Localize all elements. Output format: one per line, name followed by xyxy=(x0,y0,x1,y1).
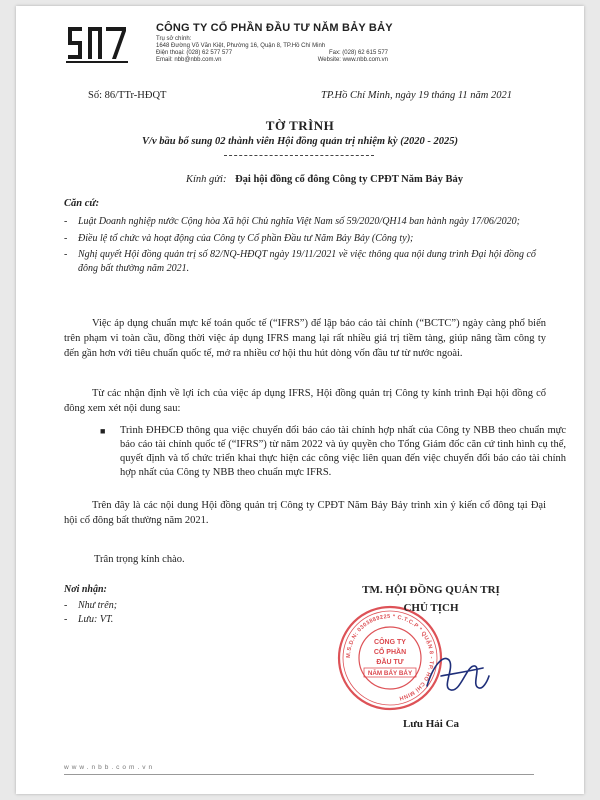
body-paragraph-request: Từ các nhận định về lợi ích của việc áp dụng IFRS, Hội đồng quản trị Công ty kính trình Đại hội đồng cổ đông xem xét nội dung sau: xyxy=(64,388,546,414)
body-paragraph-summary: Trên đây là các nội dung Hội đồng quản trị Công ty CPĐT Năm Bảy Bảy trình xin ý kiến cổ đông tại Đại hội cổ đông bất thường năm 2021. xyxy=(64,500,546,526)
document-number: Số: 86/TTr-HĐQT xyxy=(88,90,167,101)
footer-divider xyxy=(64,774,534,775)
closing-greeting: Trân trọng kính chào. xyxy=(94,554,185,565)
signature-organization: TM. HỘI ĐỒNG QUẢN TRỊ xyxy=(362,584,500,596)
headquarters-label: Trụ sở chính: xyxy=(156,36,192,42)
signer-name: Lưu Hải Ca xyxy=(402,718,460,730)
recipients-list xyxy=(64,599,117,627)
legal-basis-text: Điều lệ tổ chức và hoạt động của Công ty Cổ phần Đầu tư Năm Bảy Bảy (Công ty); xyxy=(78,232,414,244)
recipient-item-text: Như trên; xyxy=(78,600,118,611)
legal-basis-item xyxy=(64,232,544,246)
contact-row-email-website xyxy=(156,57,388,63)
body-paragraph-ifrs: Việc áp dụng chuẩn mực kế toán quốc tế (“IFRS”) để lập báo cáo tài chính (“BCTC”) ngày càng phổ biến trên phạm vi toàn cầu, đồng thời việc áp dụng IFRS mang lại rất nhiều giá trị tiềm tàng, giúp nâng tầm công ty đến gần hơn với tiêu chuẩn quốc tế, mở ra nhiều cơ hội thu hút dòng vốn đầu tư từ nước ngoài. xyxy=(64,318,546,359)
legal-basis-heading: Căn cứ: xyxy=(64,198,100,209)
recipient-item xyxy=(64,613,117,627)
seal-line: CỔ PHẦN xyxy=(373,649,407,656)
email-address: Email: nbb@nbb.com.vn xyxy=(156,57,222,63)
signature-title: CHỦ TỊCH xyxy=(403,602,459,614)
list-dash: - xyxy=(64,614,68,625)
legal-basis-item xyxy=(64,215,544,229)
recipient-name: Đại hội đồng cổ đông Công ty CPĐT Năm Bảy Bảy xyxy=(235,174,463,185)
phone-number: Điện thoại: (028) 62 577 577 xyxy=(156,50,233,56)
document-subtitle: V/v bầu bổ sung 02 thành viên Hội đồng quản trị nhiệm kỳ (2020 - 2025) xyxy=(142,136,458,147)
seal-line: CÔNG TY xyxy=(374,639,406,646)
legal-basis-text: Luật Doanh nghiệp nước Cộng hòa Xã hội Chủ nghĩa Việt Nam số 59/2020/QH14 ban hành ngày 17/06/2020; xyxy=(78,216,520,227)
list-dash: - xyxy=(64,232,68,244)
recipient-line xyxy=(186,174,463,185)
document-title: TỜ TRÌNH xyxy=(265,118,335,133)
title-divider xyxy=(224,155,374,156)
contact-row-phone-fax xyxy=(156,50,388,56)
website-address: Website: www.nbb.com.vn xyxy=(317,57,388,63)
seal-ring-text: M.S.D.N: 0303889225 * C.T.C.P * QUẬN 8 - TP. HỒ CHÍ MINH xyxy=(345,613,435,701)
square-bullet-icon: ■ xyxy=(100,426,106,436)
seal-line: ĐẦU TƯ xyxy=(376,659,404,666)
footer-website: www.nbb.com.vn xyxy=(64,764,163,771)
recipients-heading: Nơi nhận: xyxy=(64,584,107,595)
company-name: CÔNG TY CỔ PHẦN ĐẦU TƯ NĂM BẢY BẢY xyxy=(156,22,393,34)
recipient-item-text: Lưu: VT. xyxy=(78,614,114,625)
recipient-label: Kính gửi: xyxy=(186,174,227,185)
place-and-date: TP.Hồ Chí Minh, ngày 19 tháng 11 năm 2021 xyxy=(321,90,512,101)
legal-basis-item xyxy=(64,248,544,275)
headquarters-address: 1648 Đường Võ Văn Kiệt, Phường 16, Quận 8, TP.Hồ Chí Minh xyxy=(156,43,326,49)
legal-basis-list xyxy=(64,215,544,278)
proposal-text: Trình ĐHĐCĐ thông qua việc chuyển đổi báo cáo tài chính hợp nhất của Công ty NBB theo chuẩn mực báo cáo tài chính quốc tế (“IFRS”) từ năm 2022 và ủy quyền cho Tổng Giám đốc căn cứ tình hình cụ thể, quyết định và tổ chức triển khai thực hiện các công việc liên quan đến việc chuyển đổi báo cáo tài chính hợp nhất của Công ty NBB theo chuẩn mực IFRS. xyxy=(120,425,566,478)
list-dash: - xyxy=(64,249,68,260)
legal-basis-text: Nghị quyết Hội đồng quản trị số 82/NQ-HĐQT ngày 19/11/2021 về việc thông qua nội dung trình Đại hội đồng cổ đông bất thường năm 2021. xyxy=(78,249,536,274)
handwritten-signature xyxy=(421,646,491,706)
fax-number: Fax: (028) 62 615 577 xyxy=(328,50,388,56)
proposal-item xyxy=(100,424,566,480)
recipient-item xyxy=(64,599,117,613)
document-page xyxy=(16,6,584,794)
seal-line: NĂM BẢY BẢY xyxy=(367,670,413,677)
list-dash: - xyxy=(64,216,68,227)
company-logo xyxy=(66,23,130,67)
list-dash: - xyxy=(64,600,68,611)
